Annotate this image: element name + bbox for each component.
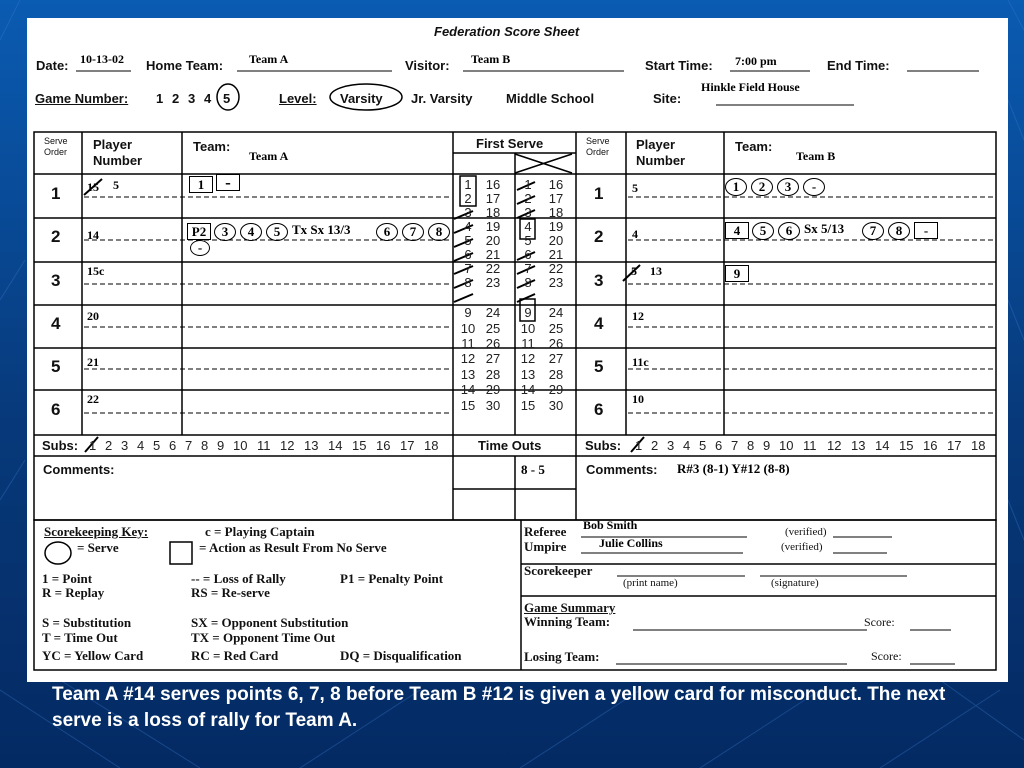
referee-verified: (verified)	[785, 526, 827, 538]
fs-left-18: 18	[485, 205, 501, 220]
fs-right-11: 11	[521, 336, 535, 351]
team-a-player-2: 14	[87, 228, 99, 242]
key-penalty: P1 = Penalty Point	[340, 571, 444, 586]
sheet-title: Federation Score Sheet	[434, 24, 580, 39]
serve-order-a-6: 6	[51, 400, 61, 419]
fs-right-4: 4	[524, 219, 532, 234]
visitor-label: Visitor:	[405, 58, 450, 73]
sub-b-17: 17	[947, 438, 962, 453]
fs-right-6: 6	[524, 247, 532, 262]
fs-left-13: 13	[460, 367, 476, 382]
team-b-r3-point-box: 9	[725, 265, 749, 282]
team-b-r1-loss: -	[803, 178, 825, 196]
serve-order-b-5: 5	[594, 357, 604, 376]
home-team-value: Team A	[249, 52, 289, 66]
sub-b-6: 6	[715, 438, 723, 453]
time-outs-label: Time Outs	[478, 438, 542, 453]
fs-left-26: 26	[485, 336, 501, 351]
key-loss: -- = Loss of Rally	[191, 571, 286, 586]
comments-label-a: Comments:	[43, 462, 115, 477]
fs-right-25: 25	[548, 321, 564, 336]
fs-right-22: 22	[548, 261, 564, 276]
fs-left-1: 1	[464, 177, 472, 192]
slide-caption: Team A #14 serves points 6, 7, 8 before Team B #12 is given a yellow card for misconduct. The next serve is a loss of rally for Team A.	[52, 684, 946, 731]
key-reserve: RS = Re-serve	[191, 585, 270, 600]
key-time-out: T = Time Out	[42, 630, 118, 645]
fs-left-30: 30	[485, 398, 501, 413]
team-a-r2-serve-8: 8	[428, 223, 450, 241]
key-substitution: S = Substitution	[42, 615, 132, 630]
fs-left-6: 6	[464, 247, 472, 262]
team-a-r2-penalty-box: P2	[187, 223, 211, 240]
signature-label: (signature)	[771, 577, 819, 589]
fs-right-20: 20	[548, 233, 564, 248]
score-sheet	[27, 18, 1008, 682]
team-a-player-6: 22	[87, 392, 99, 406]
fs-right-5: 5	[524, 233, 532, 248]
serve-order-a-4: 4	[51, 314, 61, 333]
umpire-label: Umpire	[524, 539, 567, 554]
start-time-label: Start Time:	[645, 58, 713, 73]
fs-right-15: 15	[520, 398, 536, 413]
serve-order-b-2: 2	[594, 227, 604, 246]
serve-order-b-1: 1	[594, 184, 604, 203]
sub-a-9: 9	[217, 438, 225, 453]
level-label: Level:	[279, 91, 317, 106]
fs-right-18: 18	[548, 205, 564, 220]
sub-a-7: 7	[185, 438, 193, 453]
subs-label-b: Subs:	[585, 438, 622, 453]
sub-b-10: 10	[779, 438, 794, 453]
losing-score-label: Score:	[871, 649, 902, 663]
subs-label-a: Subs:	[42, 438, 79, 453]
team-a-r2-note: Tx Sx 13/3	[292, 222, 351, 237]
fs-right-9: 9	[524, 305, 532, 320]
sub-a-3: 3	[121, 438, 129, 453]
fs-left-21: 21	[485, 247, 501, 262]
level-middle-school: Middle School	[506, 91, 595, 106]
fs-left-3: 3	[464, 205, 472, 220]
team-a-r1-point-box: 1	[189, 176, 213, 193]
sub-a-4: 4	[137, 438, 145, 453]
serve-order-a-2: 2	[51, 227, 61, 246]
fs-right-16: 16	[548, 177, 564, 192]
site-value: Hinkle Field House	[701, 80, 800, 94]
fs-right-13: 13	[520, 367, 536, 382]
fs-right-19: 19	[548, 219, 564, 234]
team-b-r2-note: Sx 5/13	[804, 221, 845, 236]
fs-right-17: 17	[548, 191, 564, 206]
sub-b-12: 12	[827, 438, 842, 453]
comments-label-b: Comments:	[586, 462, 658, 477]
serve-order-b-3: 3	[594, 271, 604, 290]
team-a-player-1: 5	[113, 178, 119, 192]
team-b-player-6: 10	[632, 392, 644, 406]
fs-left-7: 7	[464, 261, 472, 276]
team-a-r2-serve-3: 3	[214, 223, 236, 241]
sub-b-7: 7	[731, 438, 739, 453]
sub-b-15: 15	[899, 438, 914, 453]
team-b-comments: R#3 (8-1) Y#12 (8-8)	[677, 461, 790, 476]
sub-b-3: 3	[667, 438, 675, 453]
team-a-r2-loss: -	[190, 240, 210, 256]
player-number-header-a: Player Number	[93, 137, 143, 168]
game-summary-title: Game Summary	[524, 600, 616, 615]
serve-order-a-1: 1	[51, 184, 61, 203]
key-action: = Action as Result From No Serve	[199, 540, 387, 555]
sub-b-16: 16	[923, 438, 938, 453]
team-b-r2-serve-6: 6	[778, 222, 800, 240]
serve-order-a-5: 5	[51, 357, 61, 376]
site-label: Site:	[653, 91, 682, 106]
losing-team-label: Losing Team:	[524, 649, 600, 664]
sub-a-18: 18	[424, 438, 439, 453]
fs-right-14: 14	[520, 382, 536, 397]
fs-left-4: 4	[464, 219, 472, 234]
serve-order-header-b: Serve Order	[586, 136, 610, 157]
sub-a-5: 5	[153, 438, 161, 453]
sub-b-9: 9	[763, 438, 771, 453]
team-b-name: Team B	[796, 149, 836, 163]
sub-a-10: 10	[233, 438, 248, 453]
fs-right-12: 12	[520, 351, 536, 366]
fs-left-29: 29	[485, 382, 501, 397]
fs-left-15: 15	[460, 398, 476, 413]
referee-label: Referee	[524, 524, 567, 539]
fs-left-22: 22	[485, 261, 501, 276]
serve-order-header-a: Serve Order	[44, 136, 68, 157]
key-point: 1 = Point	[42, 571, 93, 586]
fs-left-25: 25	[485, 321, 501, 336]
team-b-player-5: 11c	[632, 355, 649, 369]
team-b-r2-serve-7: 7	[862, 222, 884, 240]
sub-a-14: 14	[328, 438, 343, 453]
fs-left-10: 10	[460, 321, 476, 336]
fs-right-1: 1	[524, 177, 532, 192]
serve-order-b-6: 6	[594, 400, 604, 419]
sub-b-4: 4	[683, 438, 691, 453]
fs-left-24: 24	[485, 305, 501, 320]
game-number-1: 1	[156, 91, 164, 106]
fs-left-8: 8	[464, 275, 472, 290]
fs-right-2: 2	[524, 191, 532, 206]
fs-right-30: 30	[548, 398, 564, 413]
umpire-value: Julie Collins	[599, 536, 663, 550]
player-number-header-b: Player Number	[636, 137, 686, 168]
sub-a-11: 11	[257, 438, 271, 453]
date-label: Date:	[36, 58, 69, 73]
team-b-player-3: 13	[650, 264, 662, 278]
fs-right-29: 29	[548, 382, 564, 397]
team-b-r1-serve-3: 3	[777, 178, 799, 196]
fs-left-11: 11	[461, 336, 475, 351]
sub-b-1: 1	[635, 438, 643, 453]
first-serve-header: First Serve	[476, 136, 544, 151]
serve-order-b-4: 4	[594, 314, 604, 333]
team-a-name: Team A	[249, 149, 289, 163]
sub-b-13: 13	[851, 438, 866, 453]
sub-a-6: 6	[169, 438, 177, 453]
sub-a-15: 15	[352, 438, 367, 453]
fs-left-5: 5	[464, 233, 472, 248]
team-a-r2-serve-6: 6	[376, 223, 398, 241]
fs-right-27: 27	[548, 351, 564, 366]
fs-left-2: 2	[464, 191, 472, 206]
team-b-player-3-crossed: 5	[631, 264, 637, 278]
fs-left-28: 28	[485, 367, 501, 382]
fs-left-19: 19	[485, 219, 501, 234]
end-time-label: End Time:	[827, 58, 890, 73]
sub-a-8: 8	[201, 438, 209, 453]
sub-a-1: 1	[89, 438, 97, 453]
key-title: Scorekeeping Key:	[44, 524, 149, 539]
team-b-r2-serve-8: 8	[888, 222, 910, 240]
fs-left-16: 16	[485, 177, 501, 192]
key-replay: R = Replay	[42, 585, 105, 600]
umpire-verified: (verified)	[781, 541, 823, 553]
fs-right-10: 10	[520, 321, 536, 336]
fs-right-8: 8	[524, 275, 532, 290]
serve-order-a-3: 3	[51, 271, 61, 290]
key-red-card: RC = Red Card	[191, 648, 279, 663]
key-captain: c = Playing Captain	[205, 524, 315, 539]
fs-right-24: 24	[548, 305, 564, 320]
fs-left-27: 27	[485, 351, 501, 366]
key-serve: = Serve	[77, 540, 119, 555]
sub-b-18: 18	[971, 438, 986, 453]
fs-right-7: 7	[524, 261, 532, 276]
team-b-r2-serve-5: 5	[752, 222, 774, 240]
team-a-player-4: 20	[87, 309, 99, 323]
fs-right-26: 26	[548, 336, 564, 351]
scorekeeper-label: Scorekeeper	[524, 563, 593, 578]
referee-value: Bob Smith	[583, 518, 638, 532]
team-header-b: Team:	[735, 139, 773, 154]
level-jr-varsity: Jr. Varsity	[411, 91, 473, 106]
fs-left-12: 12	[460, 351, 476, 366]
team-a-r2-serve-7: 7	[402, 223, 424, 241]
sub-a-2: 2	[105, 438, 113, 453]
sub-b-5: 5	[699, 438, 707, 453]
sub-b-2: 2	[651, 438, 659, 453]
fs-left-17: 17	[485, 191, 501, 206]
team-a-timeout-score: 8 - 5	[521, 462, 545, 477]
sub-a-17: 17	[400, 438, 415, 453]
home-team-label: Home Team:	[146, 58, 224, 73]
fs-left-9: 9	[464, 305, 472, 320]
team-a-r1-loss-box: -	[216, 174, 240, 191]
team-b-r1-serve-1: 1	[725, 178, 747, 196]
team-b-player-2: 4	[632, 227, 638, 241]
team-b-player-4: 12	[632, 309, 644, 323]
print-name-label: (print name)	[623, 577, 678, 589]
sub-a-16: 16	[376, 438, 391, 453]
winning-team-label: Winning Team:	[524, 614, 611, 629]
team-b-r1-serve-2: 2	[751, 178, 773, 196]
sub-a-12: 12	[280, 438, 295, 453]
key-disqualification: DQ = Disqualification	[340, 648, 462, 663]
visitor-value: Team B	[471, 52, 511, 66]
winning-score-label: Score:	[864, 615, 895, 629]
fs-right-21: 21	[548, 247, 564, 262]
sub-a-13: 13	[304, 438, 319, 453]
game-number-3: 3	[188, 91, 196, 106]
team-a-player-5: 21	[87, 355, 99, 369]
sub-b-11: 11	[803, 438, 817, 453]
level-varsity: Varsity	[340, 91, 383, 106]
team-header-a: Team:	[193, 139, 231, 154]
key-opp-substitution: SX = Opponent Substitution	[191, 615, 349, 630]
sub-b-14: 14	[875, 438, 890, 453]
key-yellow-card: YC = Yellow Card	[42, 648, 144, 663]
start-time-value: 7:00 pm	[735, 54, 777, 68]
date-value: 10-13-02	[80, 52, 124, 66]
team-a-r2-serve-5: 5	[266, 223, 288, 241]
game-number-label: Game Number:	[35, 91, 129, 106]
fs-left-14: 14	[460, 382, 476, 397]
team-b-player-1: 5	[632, 181, 638, 195]
team-a-player-3: 15c	[87, 264, 105, 278]
fs-right-23: 23	[548, 275, 564, 290]
game-number-4: 4	[204, 91, 212, 106]
fs-left-20: 20	[485, 233, 501, 248]
sub-b-8: 8	[747, 438, 755, 453]
team-a-player-1-crossed: 15	[87, 180, 99, 194]
team-b-r2-loss-box: -	[914, 222, 938, 239]
game-number-5: 5	[223, 91, 231, 106]
fs-right-3: 3	[524, 205, 532, 220]
team-b-r2-point-box: 4	[725, 222, 749, 239]
fs-right-28: 28	[548, 367, 564, 382]
fs-left-23: 23	[485, 275, 501, 290]
game-number-2: 2	[172, 91, 180, 106]
key-opp-time-out: TX = Opponent Time Out	[191, 630, 336, 645]
team-a-r2-serve-4: 4	[240, 223, 262, 241]
